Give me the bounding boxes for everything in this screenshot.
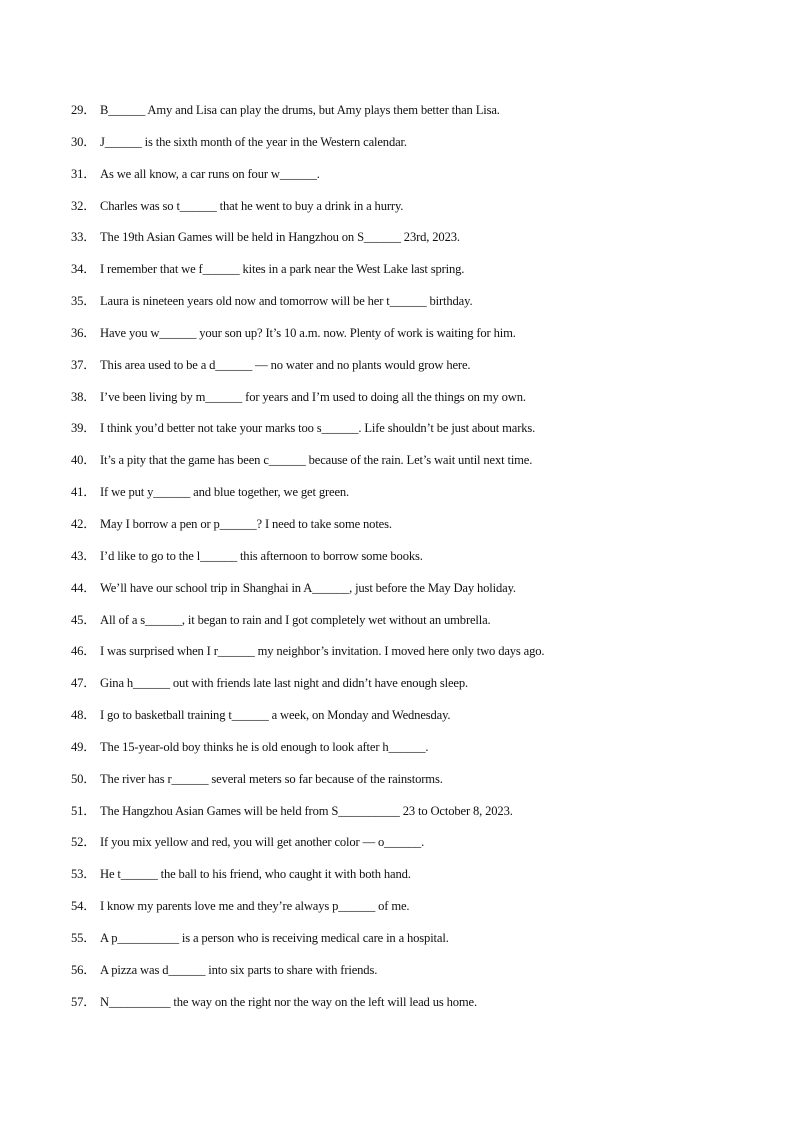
question-item [71, 258, 761, 290]
question-item [71, 736, 761, 768]
question-text: A p__________ is a person who is receiving medical care in a hospital. [100, 930, 449, 945]
question-item [71, 959, 761, 991]
question-text: A pizza was d______ into six parts to share with friends. [100, 962, 378, 977]
question-text: The river has r______ several meters so far because of the rainstorms. [100, 771, 443, 786]
question-text: J______ is the sixth month of the year in the Western calendar. [100, 134, 407, 149]
question-text: The 19th Asian Games will be held in Hangzhou on S______ 23rd, 2023. [100, 230, 460, 245]
question-item [71, 386, 761, 418]
question-item [71, 991, 761, 1023]
question-text: Have you w______ your son up? It’s 10 a.m. now. Plenty of work is waiting for him. [100, 325, 516, 340]
question-number: 51． [71, 803, 96, 818]
question-number: 38． [71, 389, 96, 404]
question-item [71, 99, 761, 131]
question-text: The Hangzhou Asian Games will be held from S__________ 23 to October 8, 2023. [100, 803, 513, 818]
question-number: 34． [71, 262, 96, 277]
question-item [71, 417, 761, 449]
question-text: I remember that we f______ kites in a park near the West Lake last spring. [100, 262, 465, 277]
question-number: 36． [71, 325, 96, 340]
question-item [71, 768, 761, 800]
question-text: He t______ the ball to his friend, who caught it with both hand. [100, 867, 411, 882]
question-number: 41． [71, 485, 96, 500]
question-number: 49． [71, 739, 96, 754]
question-number: 42． [71, 516, 96, 531]
question-text: If you mix yellow and red, you will get another color — o______. [100, 835, 425, 850]
question-item [71, 354, 761, 386]
question-number: 35． [71, 294, 96, 309]
question-item [71, 545, 761, 577]
question-list [71, 99, 761, 1022]
question-number: 50． [71, 771, 96, 786]
question-number: 53． [71, 867, 96, 882]
question-number: 47． [71, 676, 96, 691]
question-text: It’s a pity that the game has been c______ because of the rain. Let’s wait until next time. [100, 453, 533, 468]
question-item [71, 800, 761, 832]
question-text: I think you’d better not take your marks too s______. Life shouldn’t be just about marks. [100, 421, 536, 436]
question-number: 45． [71, 612, 96, 627]
question-number: 32． [71, 198, 96, 213]
question-text: Laura is nineteen years old now and tomorrow will be her t______ birthday. [100, 294, 473, 309]
question-number: 43． [71, 548, 96, 563]
question-text: All of a s______, it began to rain and I got completely wet without an umbrella. [100, 612, 491, 627]
question-number: 37． [71, 357, 96, 372]
question-item [71, 226, 761, 258]
question-text: If we put y______ and blue together, we get green. [100, 485, 350, 500]
question-number: 31． [71, 166, 96, 181]
question-number: 48． [71, 708, 96, 723]
question-item [71, 290, 761, 322]
question-number: 39． [71, 421, 96, 436]
question-number: 40． [71, 453, 96, 468]
question-text: The 15-year-old boy thinks he is old enough to look after h______. [100, 739, 429, 754]
question-item [71, 927, 761, 959]
question-number: 54． [71, 899, 96, 914]
question-item [71, 131, 761, 163]
question-item [71, 831, 761, 863]
question-text: I was surprised when I r______ my neighbor’s invitation. I moved here only two days ago. [100, 644, 545, 659]
question-number: 56． [71, 962, 96, 977]
question-item [71, 577, 761, 609]
question-text: I go to basketball training t______ a week, on Monday and Wednesday. [100, 708, 451, 723]
question-item [71, 195, 761, 227]
question-item [71, 449, 761, 481]
question-text: Charles was so t______ that he went to buy a drink in a hurry. [100, 198, 404, 213]
question-item [71, 895, 761, 927]
question-item [71, 513, 761, 545]
question-number: 52． [71, 835, 96, 850]
question-item [71, 322, 761, 354]
question-item [71, 163, 761, 195]
question-item [71, 863, 761, 895]
question-number: 44． [71, 580, 96, 595]
question-text: May I borrow a pen or p______? I need to take some notes. [100, 516, 392, 531]
question-item [71, 481, 761, 513]
question-item [71, 609, 761, 641]
question-number: 55． [71, 930, 96, 945]
question-number: 46． [71, 644, 96, 659]
question-number: 33． [71, 230, 96, 245]
question-item [71, 704, 761, 736]
question-number: 29． [71, 103, 96, 117]
question-text: I’ve been living by m______ for years and I’m used to doing all the things on my own. [100, 389, 526, 404]
question-text: As we all know, a car runs on four w______. [100, 166, 320, 181]
question-text: I know my parents love me and they’re always p______ of me. [100, 899, 410, 914]
question-number: 57． [71, 994, 96, 1009]
question-item [71, 672, 761, 704]
question-item [71, 640, 761, 672]
question-text: We’ll have our school trip in Shanghai in A______, just before the May Day holiday. [100, 580, 516, 595]
question-text: N__________ the way on the right nor the way on the left will lead us home. [100, 994, 477, 1009]
question-text: Gina h______ out with friends late last night and didn’t have enough sleep. [100, 676, 469, 691]
question-text: B______ Amy and Lisa can play the drums, but Amy plays them better than Lisa. [100, 103, 500, 117]
question-text: This area used to be a d______ — no water and no plants would grow here. [100, 357, 471, 372]
question-number: 30． [71, 134, 96, 149]
question-text: I’d like to go to the l______ this afternoon to borrow some books. [100, 548, 423, 563]
